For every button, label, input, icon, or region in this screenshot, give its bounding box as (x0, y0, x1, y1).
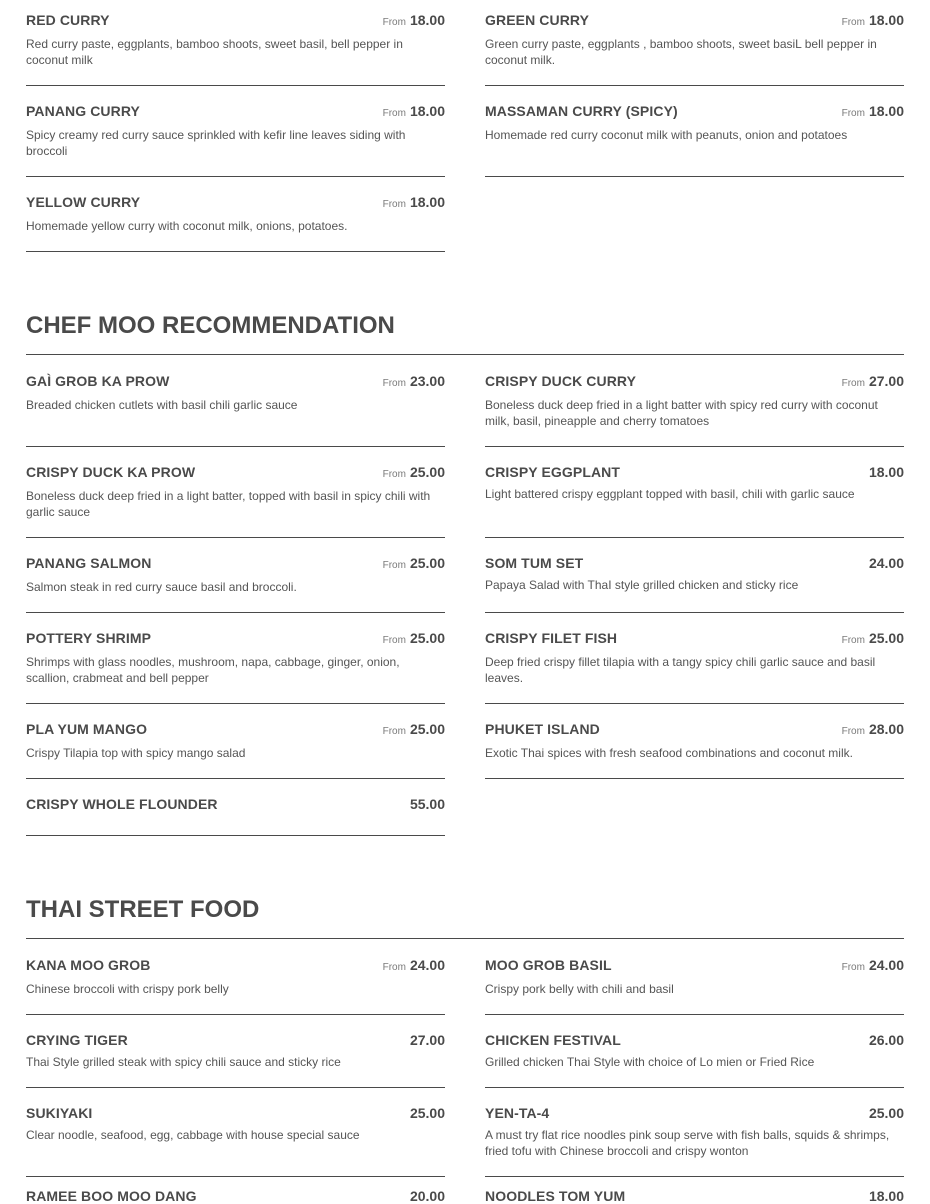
item-name: CRISPY DUCK CURRY (485, 373, 637, 389)
price-value: 24.00 (409, 957, 445, 973)
item-name: CRISPY EGGPLANT (485, 464, 621, 480)
item-name: PANANG CURRY (26, 103, 140, 119)
price-value: 26.00 (868, 1032, 904, 1048)
price-value: 18.00 (868, 464, 904, 480)
item-divider (485, 1087, 904, 1088)
price-from-label: From (382, 469, 406, 480)
item-name: PLA YUM MANGO (26, 721, 148, 737)
item-name: PANANG SALMON (26, 555, 152, 571)
item-description: Shrimps with glass noodles, mushroom, napa, cabbage, ginger, onion, scallion, crabmeat and bell pepper (26, 655, 400, 685)
item-description: Crispy Tilapia top with spicy mango salad (26, 746, 246, 760)
item-name: SOM TUM SET (485, 555, 584, 571)
item-divider (26, 835, 445, 836)
item-description: Exotic Thai spices with fresh seafood combinations and coconut milk. (485, 746, 853, 760)
item-description: Boneless duck deep fried in a light batter, topped with basil in spicy chili with garlic sauce (26, 489, 431, 519)
price-from-label: From (841, 726, 865, 737)
section-title-thai-street-food: THAI STREET FOOD (26, 896, 260, 923)
price-from-label: From (382, 560, 406, 571)
item-name: RAMEE BOO MOO DANG (26, 1188, 197, 1204)
item-price (869, 1188, 904, 1204)
price-value: 25.00 (409, 721, 445, 737)
item-name: CHICKEN FESTIVAL (485, 1032, 621, 1048)
item-name: KANA MOO GROB (26, 957, 151, 973)
item-name: POTTERY SHRIMP (26, 630, 152, 646)
price-value: 20.00 (409, 1188, 445, 1204)
item-price (410, 796, 445, 812)
item-description: Deep fried crispy fillet tilapia with a tangy spicy chili garlic sauce and basil leaves. (485, 655, 876, 685)
price-value: 25.00 (409, 1105, 445, 1121)
price-from-label: From (841, 962, 865, 973)
item-divider (485, 446, 904, 447)
price-value: 55.00 (409, 796, 445, 812)
item-name: SUKIYAKI (26, 1105, 93, 1121)
item-divider (26, 778, 445, 779)
price-value: 18.00 (409, 12, 445, 28)
item-description: Red curry paste, eggplants, bamboo shoots, sweet basil, bell pepper in coconut milk (26, 37, 403, 67)
price-from-label: From (841, 17, 865, 28)
item-description: Crispy pork belly with chili and basil (485, 982, 674, 996)
item-name: CRISPY DUCK KA PROW (26, 464, 196, 480)
price-value: 18.00 (868, 12, 904, 28)
item-divider (485, 1176, 904, 1177)
item-description: Homemade yellow curry with coconut milk, onions, potatoes. (26, 219, 348, 233)
item-divider (26, 1176, 445, 1177)
price-value: 27.00 (868, 373, 904, 389)
item-price (410, 1105, 445, 1121)
item-description: Homemade red curry coconut milk with peanuts, onion and potatoes (485, 128, 848, 142)
item-divider (26, 85, 445, 86)
item-price (410, 1188, 445, 1204)
price-from-label: From (382, 962, 406, 973)
price-from-label: From (382, 378, 406, 389)
item-name: RED CURRY (26, 12, 110, 28)
item-name: CRYING TIGER (26, 1032, 128, 1048)
item-price (383, 464, 445, 480)
item-price (383, 721, 445, 737)
item-description: Grilled chicken Thai Style with choice of Lo mien or Fried Rice (485, 1055, 815, 1069)
item-name: MOO GROB BASIL (485, 957, 612, 973)
item-price (842, 630, 904, 646)
price-value: 24.00 (868, 957, 904, 973)
price-value: 18.00 (868, 103, 904, 119)
item-price (383, 373, 445, 389)
item-name: CRISPY FILET FISH (485, 630, 618, 646)
item-divider (485, 537, 904, 538)
price-value: 25.00 (409, 464, 445, 480)
price-value: 28.00 (868, 721, 904, 737)
item-divider (485, 703, 904, 704)
section-divider (26, 938, 904, 939)
price-value: 18.00 (409, 194, 445, 210)
item-name: GREEN CURRY (485, 12, 590, 28)
item-divider (26, 537, 445, 538)
price-value: 25.00 (868, 630, 904, 646)
section-title-chef-moo-recommendation: CHEF MOO RECOMMENDATION (26, 312, 395, 339)
item-price (842, 103, 904, 119)
item-divider (485, 1014, 904, 1015)
item-divider (26, 1087, 445, 1088)
item-description: Papaya Salad with ThaI style grilled chicken and sticky rice (485, 578, 799, 592)
price-value: 27.00 (409, 1032, 445, 1048)
item-price (869, 1105, 904, 1121)
item-name: GAÌ GROB KA PROW (26, 373, 170, 389)
price-value: 18.00 (868, 1188, 904, 1204)
item-description: Clear noodle, seafood, egg, cabbage with house special sauce (26, 1128, 360, 1142)
item-description: Boneless duck deep fried in a light batter with spicy red curry with coconut milk, basil, pineapple and cherry tomatoes (485, 398, 878, 428)
item-divider (485, 176, 904, 177)
item-price (383, 555, 445, 571)
price-from-label: From (841, 378, 865, 389)
item-divider (26, 446, 445, 447)
item-divider (485, 778, 904, 779)
price-from-label: From (382, 199, 406, 210)
item-price (842, 12, 904, 28)
price-value: 25.00 (868, 1105, 904, 1121)
section-divider (26, 354, 904, 355)
item-divider (485, 612, 904, 613)
item-name: PHUKET ISLAND (485, 721, 600, 737)
item-description: A must try flat rice noodles pink soup serve with fish balls, squids & shrimps, fried tofu with Chinese broccoli and crispy wonton (485, 1128, 890, 1158)
price-from-label: From (382, 108, 406, 119)
item-divider (26, 612, 445, 613)
item-price (410, 1032, 445, 1048)
item-price (383, 630, 445, 646)
price-value: 18.00 (409, 103, 445, 119)
item-price (383, 194, 445, 210)
item-divider (26, 703, 445, 704)
price-from-label: From (382, 726, 406, 737)
item-price (383, 12, 445, 28)
item-divider (26, 1014, 445, 1015)
item-price (842, 721, 904, 737)
item-price (842, 373, 904, 389)
item-price (383, 103, 445, 119)
item-description: Breaded chicken cutlets with basil chili garlic sauce (26, 398, 298, 412)
price-value: 23.00 (409, 373, 445, 389)
item-description: Light battered crispy eggplant topped with basil, chili with garlic sauce (485, 487, 855, 501)
item-name: CRISPY WHOLE FLOUNDER (26, 796, 218, 812)
item-name: MASSAMAN CURRY (SPICY) (485, 103, 678, 119)
item-price (842, 957, 904, 973)
item-price (869, 464, 904, 480)
price-value: 24.00 (868, 555, 904, 571)
item-divider (485, 85, 904, 86)
item-divider (26, 176, 445, 177)
item-description: Green curry paste, eggplants , bamboo shoots, sweet basiL bell pepper in coconut milk. (485, 37, 877, 67)
item-divider (26, 251, 445, 252)
item-price (869, 555, 904, 571)
item-name: NOODLES TOM YUM (485, 1188, 626, 1204)
item-description: Salmon steak in red curry sauce basil and broccoli. (26, 580, 297, 594)
item-name: YELLOW CURRY (26, 194, 141, 210)
item-description: Thai Style grilled steak with spicy chili sauce and sticky rice (26, 1055, 341, 1069)
item-price (869, 1032, 904, 1048)
price-value: 25.00 (409, 630, 445, 646)
item-description: Spicy creamy red curry sauce sprinkled with kefir line leaves siding with broccoli (26, 128, 406, 158)
price-from-label: From (382, 635, 406, 646)
item-name: YEN-TA-4 (485, 1105, 550, 1121)
item-price (383, 957, 445, 973)
price-from-label: From (841, 635, 865, 646)
item-description: Chinese broccoli with crispy pork belly (26, 982, 229, 996)
price-from-label: From (841, 108, 865, 119)
price-from-label: From (382, 17, 406, 28)
price-value: 25.00 (409, 555, 445, 571)
